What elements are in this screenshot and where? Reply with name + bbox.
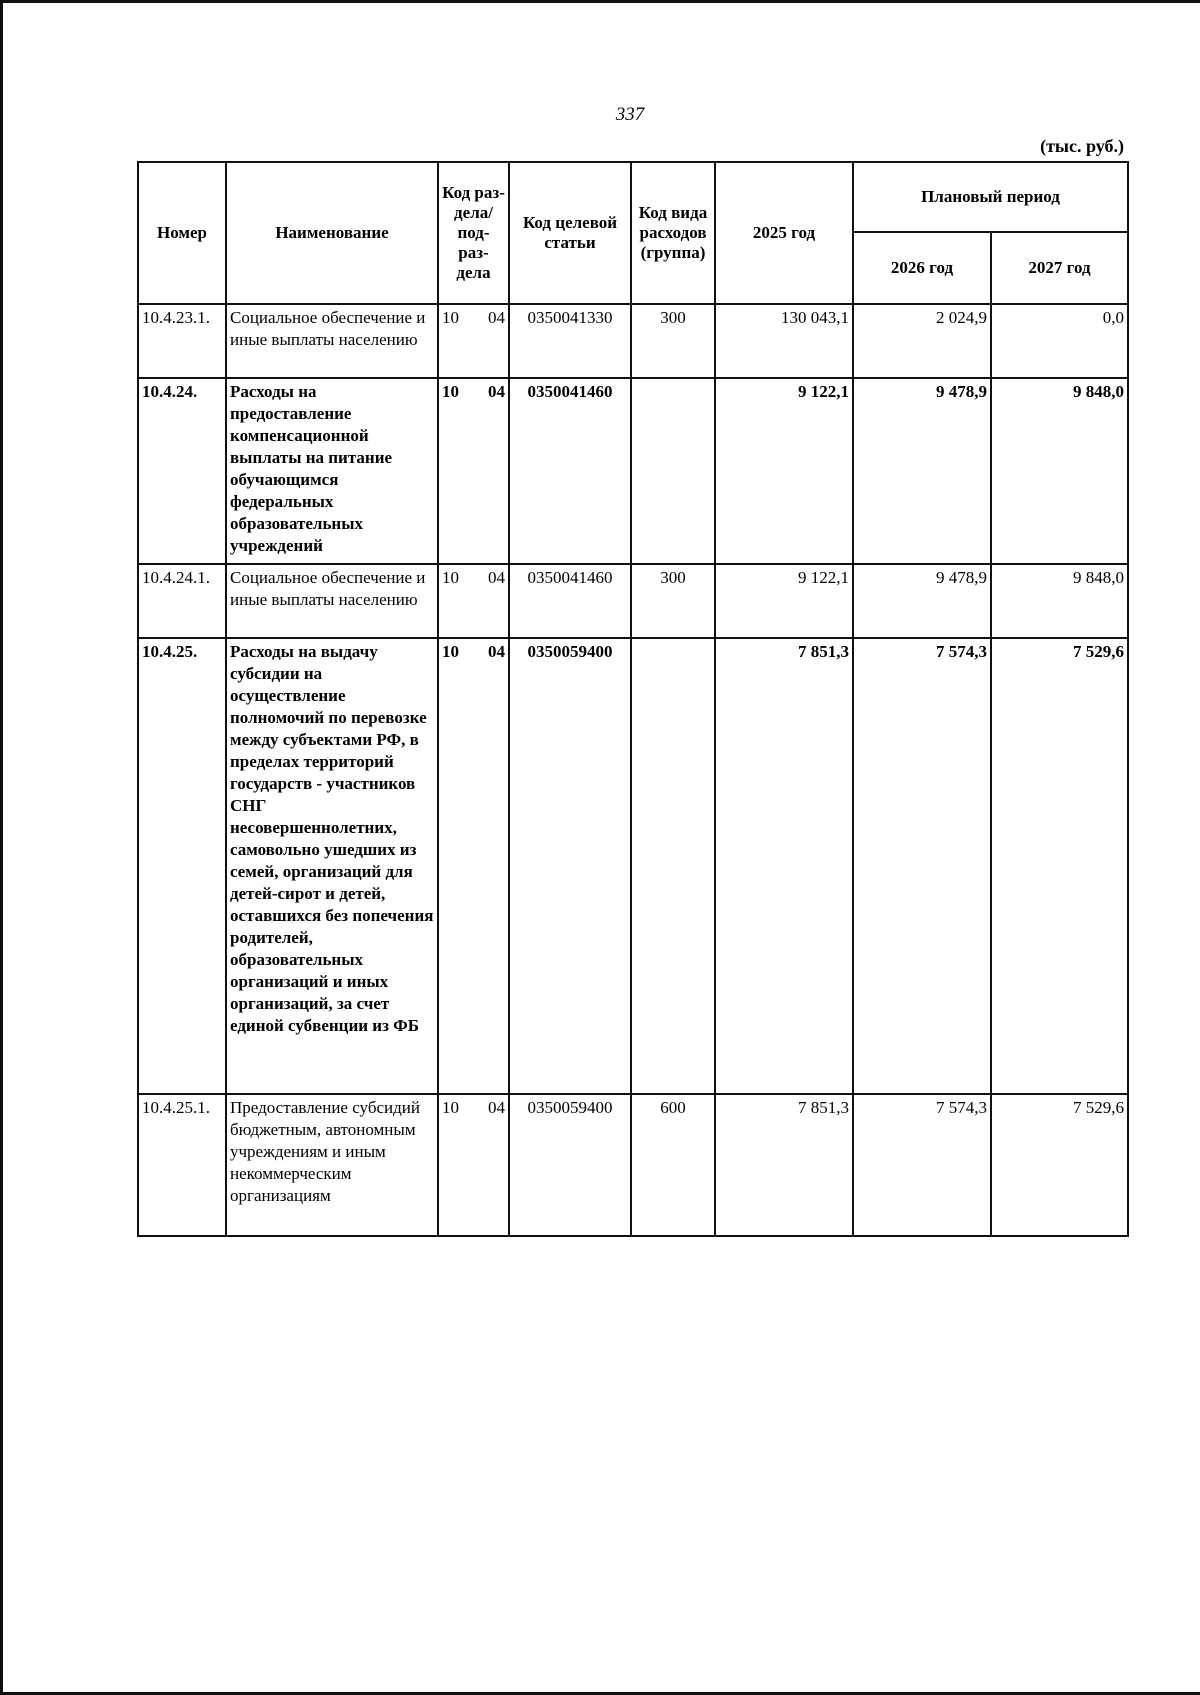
- row-y2027: 7 529,6: [991, 1094, 1128, 1236]
- row-name: Расходы на выдачу субсидии на осуществление полномочий по перевозке между субъектами РФ, в пределах территорий государств - участников СНГ несовершеннолетних, самовольно ушедших из семей, организаций для детей-сирот и детей, оставшихся без попечения родителей, образовательных организаций и иных организаций, за счет единой субвенции из ФБ: [226, 638, 438, 1094]
- table-row: [138, 638, 1128, 1094]
- row-name: Расходы на предоставление компенсационной выплаты на питание обучающимся федеральных образовательных учреждений: [226, 378, 438, 564]
- page-number: 337: [615, 104, 645, 125]
- budget-table: [137, 161, 1129, 1237]
- row-y2025: 130 043,1: [715, 304, 853, 378]
- row-kvr: 300: [631, 564, 715, 638]
- row-y2025: 9 122,1: [715, 378, 853, 564]
- header-2026: 2026 год: [853, 232, 991, 304]
- table-row: [138, 564, 1128, 638]
- row-y2026: 9 478,9: [853, 564, 991, 638]
- row-kvr: 300: [631, 304, 715, 378]
- header-name: Наименование: [226, 162, 438, 304]
- row-y2027: 7 529,6: [991, 638, 1128, 1094]
- row-kvr: [631, 638, 715, 1094]
- row-rz: 10: [442, 568, 459, 587]
- row-rz: 10: [442, 382, 459, 401]
- row-razdel: [438, 1094, 509, 1236]
- units-label: (тыс. руб.): [1040, 136, 1124, 156]
- row-y2027: 9 848,0: [991, 564, 1128, 638]
- row-name: Социальное обеспечение и иные выплаты населению: [226, 304, 438, 378]
- row-razdel: [438, 378, 509, 564]
- row-kcs: 0350041460: [509, 564, 631, 638]
- header-nomer: Номер: [138, 162, 226, 304]
- row-rz: 10: [442, 1098, 459, 1117]
- row-y2026: 7 574,3: [853, 638, 991, 1094]
- row-y2027: 0,0: [991, 304, 1128, 378]
- row-pr: 04: [488, 568, 505, 587]
- row-pr: 04: [488, 308, 505, 327]
- row-rz: 10: [442, 308, 459, 327]
- row-pr: 04: [488, 1098, 505, 1117]
- row-nomer: 10.4.24.1.: [138, 564, 226, 638]
- row-pr: 04: [488, 382, 505, 401]
- row-kcs: 0350059400: [509, 638, 631, 1094]
- header-2025: 2025 год: [715, 162, 853, 304]
- row-rz: 10: [442, 642, 459, 661]
- row-y2027: 9 848,0: [991, 378, 1128, 564]
- row-y2025: 9 122,1: [715, 564, 853, 638]
- row-y2026: 7 574,3: [853, 1094, 991, 1236]
- row-y2026: 2 024,9: [853, 304, 991, 378]
- header-kod-statyi: Код целевой статьи: [509, 162, 631, 304]
- row-razdel: [438, 564, 509, 638]
- row-y2025: 7 851,3: [715, 638, 853, 1094]
- header-plan-period: Плановый период: [853, 162, 1128, 232]
- row-pr: 04: [488, 642, 505, 661]
- row-kcs: 0350059400: [509, 1094, 631, 1236]
- row-kcs: 0350041460: [509, 378, 631, 564]
- header-kod-vida: Код вида расходов (группа): [631, 162, 715, 304]
- row-kvr: [631, 378, 715, 564]
- row-razdel: [438, 304, 509, 378]
- row-y2025: 7 851,3: [715, 1094, 853, 1236]
- row-nomer: 10.4.24.: [138, 378, 226, 564]
- row-name: Предоставление субсидий бюджетным, автономным учреждениям и иным некоммерческим организациям: [226, 1094, 438, 1236]
- header-2027: 2027 год: [991, 232, 1128, 304]
- row-name: Социальное обеспечение и иные выплаты населению: [226, 564, 438, 638]
- row-kvr: 600: [631, 1094, 715, 1236]
- row-kcs: 0350041330: [509, 304, 631, 378]
- row-y2026: 9 478,9: [853, 378, 991, 564]
- row-nomer: 10.4.23.1.: [138, 304, 226, 378]
- row-nomer: 10.4.25.: [138, 638, 226, 1094]
- row-razdel: [438, 638, 509, 1094]
- header-kod-razdela: Код раз- дела/ под- раз- дела: [438, 162, 509, 304]
- table-row: [138, 304, 1128, 378]
- table-row: [138, 378, 1128, 564]
- row-nomer: 10.4.25.1.: [138, 1094, 226, 1236]
- table-row: [138, 1094, 1128, 1236]
